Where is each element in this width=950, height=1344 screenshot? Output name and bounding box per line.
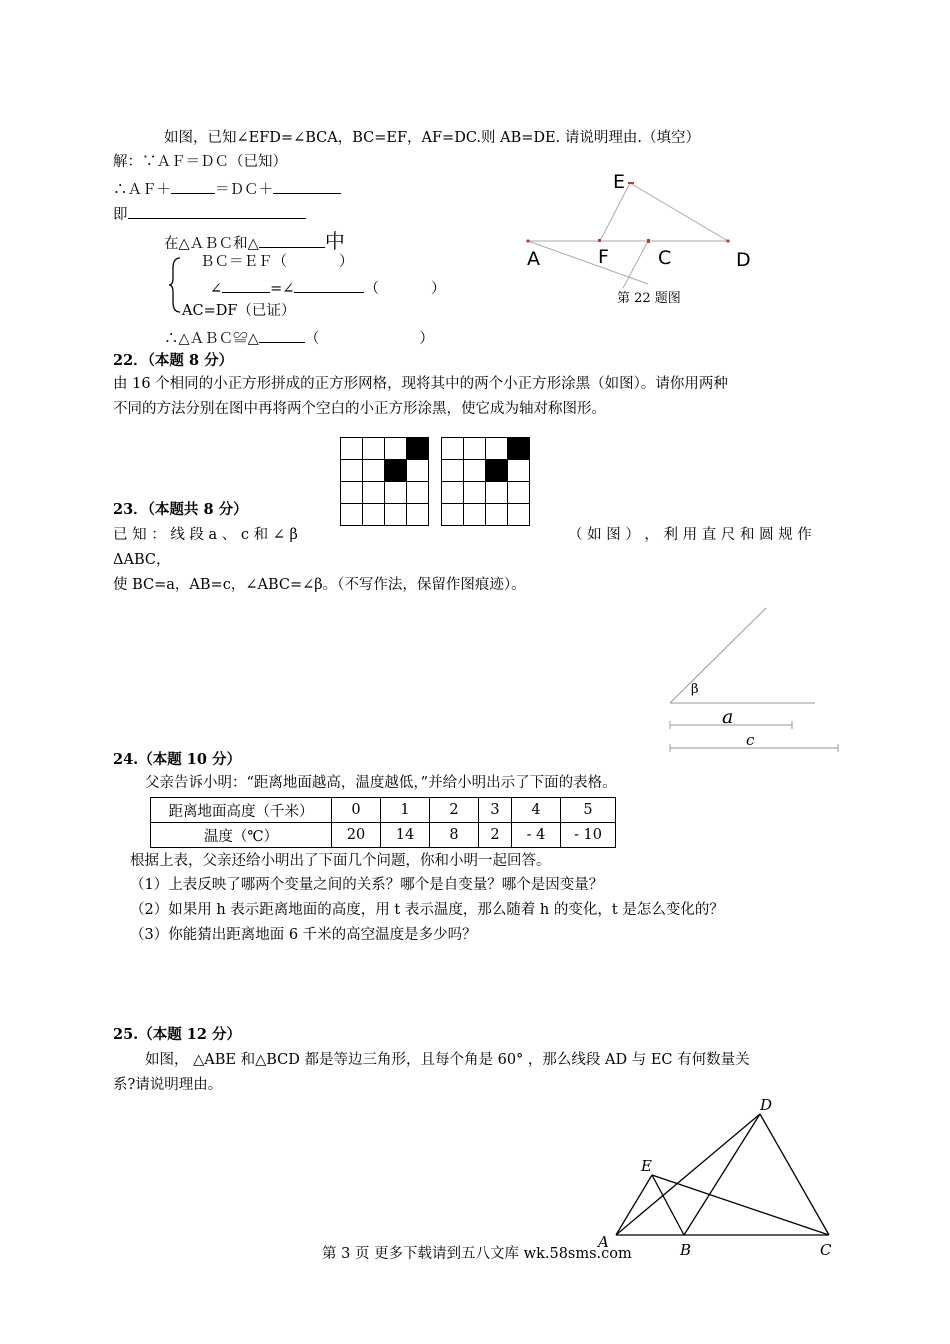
blank-6[interactable] — [222, 278, 270, 293]
q23-line1a: 已 知 ： 线 段 a 、 c 和 ∠ β — [113, 527, 298, 543]
table-cell: 2 — [430, 798, 479, 823]
table-header-temperature: 温度（℃） — [151, 823, 332, 848]
q21-line3-label: 即 — [113, 207, 128, 223]
q24-title: 24.（本题 10 分） — [113, 751, 242, 768]
grid-cell[interactable] — [508, 482, 530, 504]
q25-figure — [600, 1100, 840, 1245]
grid-cell[interactable] — [464, 438, 486, 460]
grid-cell[interactable] — [407, 482, 429, 504]
table-row — [151, 798, 616, 823]
grid-cell[interactable] — [486, 438, 508, 460]
q21-label-D: D — [736, 249, 751, 271]
q23-line2: ΔABC， — [113, 552, 171, 568]
q21-cond2c: （ — [364, 281, 379, 297]
table-cell: 14 — [381, 823, 430, 848]
q21-cond3: AC=DF（已证） — [182, 303, 296, 319]
grid-cell[interactable] — [442, 460, 464, 482]
q24-q1: （1）上表反映了哪两个变量之间的关系？哪个是自变量？哪个是因变量？ — [130, 877, 604, 893]
table-header-height: 距离地面高度（千米） — [151, 798, 332, 823]
q21-figure — [520, 170, 760, 270]
grid-cell[interactable] — [464, 504, 486, 526]
q24-q3: （3）你能猜出距离地面 6 千米的高空温度是多少吗？ — [130, 927, 477, 943]
q23-title: 23．（本题共 8 分） — [113, 501, 248, 518]
blank-9[interactable] — [259, 328, 305, 343]
q22-line2: 不同的方法分别在图中再将两个空白的小正方形涂黑，使它成为轴对称图形。 — [113, 401, 606, 417]
q21-solve: 解：∵ＡＦ＝ＤＣ（已知） — [113, 154, 287, 170]
q21-line4 — [164, 229, 345, 253]
q21-label-C: C — [658, 247, 672, 269]
table-cell: 20 — [332, 823, 381, 848]
grid-cell-shaded — [407, 438, 429, 460]
q21-concl-text: ∴△ＡＢＣ≌△ — [164, 331, 259, 347]
q21-cond2 — [210, 278, 445, 298]
table-row — [151, 823, 616, 848]
q23-line1b: （ 如 图 ） ， 利 用 直 尺 和 圆 规 作 — [568, 527, 812, 543]
q21-line2 — [113, 179, 341, 199]
q21-cond1-text: ＢＣ＝ＥＦ（ — [200, 254, 287, 270]
table-cell: 3 — [479, 798, 512, 823]
grid-right — [441, 437, 530, 526]
grid-cell[interactable] — [442, 504, 464, 526]
blank-1[interactable] — [171, 179, 215, 194]
table-cell: 5 — [561, 798, 616, 823]
grid-cell[interactable] — [442, 438, 464, 460]
grid-cell[interactable] — [407, 460, 429, 482]
q21-line4-text: 在△ＡＢＣ和△ — [164, 236, 259, 252]
q22-line1: 由 16 个相同的小正方形拼成的正方形网格，现将其中的两个小正方形涂黑（如图）。请你用两种 — [113, 376, 728, 392]
q23-label-beta: β — [691, 682, 699, 697]
q23-label-a: a — [722, 706, 734, 728]
table-cell: 4 — [512, 798, 561, 823]
brace-icon — [168, 256, 182, 314]
grid-cell[interactable] — [363, 482, 385, 504]
grid-cell[interactable] — [341, 504, 363, 526]
blank-3[interactable] — [128, 204, 306, 219]
grid-left — [340, 437, 429, 526]
q25-title: 25.（本题 12 分） — [113, 1026, 242, 1043]
grid-cell[interactable] — [508, 460, 530, 482]
q21-label-A: A — [527, 248, 540, 270]
grid-cell[interactable] — [341, 482, 363, 504]
q21-cond1-end: ） — [339, 254, 354, 270]
q21-cond1 — [200, 254, 354, 271]
table-cell: 8 — [430, 823, 479, 848]
q25-label-C: C — [820, 1241, 832, 1259]
table-cell: - 4 — [512, 823, 561, 848]
blank-4[interactable] — [259, 233, 325, 248]
grid-cell[interactable] — [464, 460, 486, 482]
blank-2[interactable] — [273, 179, 341, 194]
q25-label-D: D — [760, 1096, 773, 1114]
q21-line4-end: 中 — [324, 229, 345, 253]
q21-figure-caption: 第 22 题图 — [617, 291, 681, 306]
q21-cond2b: =∠ — [270, 281, 295, 297]
q21-intro: 如图，已知∠EFD=∠BCA，BC=EF，AF=DC.则 AB=DE. 请说明理由.（填空） — [164, 130, 700, 146]
grid-cell[interactable] — [385, 482, 407, 504]
q25-line1: 如图， △ABE 和△BCD 都是等边三角形，且每个角是 60° ，那么线段 AD 与 EC 有何数量关 — [145, 1052, 750, 1068]
q21-conclusion — [164, 328, 434, 348]
q25-label-E: E — [641, 1157, 652, 1175]
grid-cell[interactable] — [407, 504, 429, 526]
q25-line2: 系?请说明理由。 — [113, 1077, 223, 1093]
q23-label-c: c — [746, 731, 755, 749]
q24-intro: 父亲告诉小明：“距离地面越高，温度越低，”并给小明出示了下面的表格。 — [145, 775, 617, 791]
grid-cell[interactable] — [363, 460, 385, 482]
grid-cell[interactable] — [363, 438, 385, 460]
q21-concl-b: （ — [304, 331, 320, 347]
grid-cell[interactable] — [341, 438, 363, 460]
q21-line3 — [113, 204, 306, 224]
grid-cell[interactable] — [341, 460, 363, 482]
q21-label-F: F — [598, 246, 609, 268]
q21-cond2d: ） — [430, 281, 446, 297]
q23-line3: 使 BC=a，AB=c，∠ABC=∠β。（不写作法，保留作图痕迹）。 — [113, 577, 526, 593]
page-footer: 第 3 页 更多下载请到五八文库 wk.58sms.com — [322, 1246, 632, 1262]
q24-q2: （2）如果用 h 表示距离地面的高度，用 t 表示温度，那么随着 h 的变化，t 是怎么变化的？ — [130, 902, 724, 918]
q21-cond2a: ∠ — [210, 281, 223, 297]
grid-cell[interactable] — [508, 504, 530, 526]
q25-label-A: A — [598, 1233, 609, 1251]
q24-table — [150, 797, 616, 848]
table-cell: 1 — [381, 798, 430, 823]
grid-cell[interactable] — [442, 482, 464, 504]
grid-cell[interactable] — [363, 504, 385, 526]
table-cell: - 10 — [561, 823, 616, 848]
grid-cell[interactable] — [385, 438, 407, 460]
grid-cell-shaded — [486, 460, 508, 482]
blank-7[interactable] — [294, 278, 364, 293]
table-cell: 2 — [479, 823, 512, 848]
grid-cell[interactable] — [385, 504, 407, 526]
grid-cell[interactable] — [486, 504, 508, 526]
table-cell: 0 — [332, 798, 381, 823]
grid-cell[interactable] — [464, 482, 486, 504]
q25-label-B: B — [680, 1241, 692, 1259]
q21-concl-c: ） — [419, 331, 434, 347]
q21-label-E: E — [613, 171, 626, 193]
grid-cell-shaded — [385, 460, 407, 482]
q21-line2a: ∴ＡＦ＋ — [113, 182, 171, 198]
q21-line2b: ＝ＤＣ＋ — [215, 182, 273, 198]
q22-title: 22．（本题 8 分） — [113, 352, 234, 369]
q24-after: 根据上表，父亲还给小明出了下面几个问题，你和小明一起回答。 — [130, 853, 551, 869]
grid-cell[interactable] — [486, 482, 508, 504]
grid-cell-shaded — [508, 438, 530, 460]
